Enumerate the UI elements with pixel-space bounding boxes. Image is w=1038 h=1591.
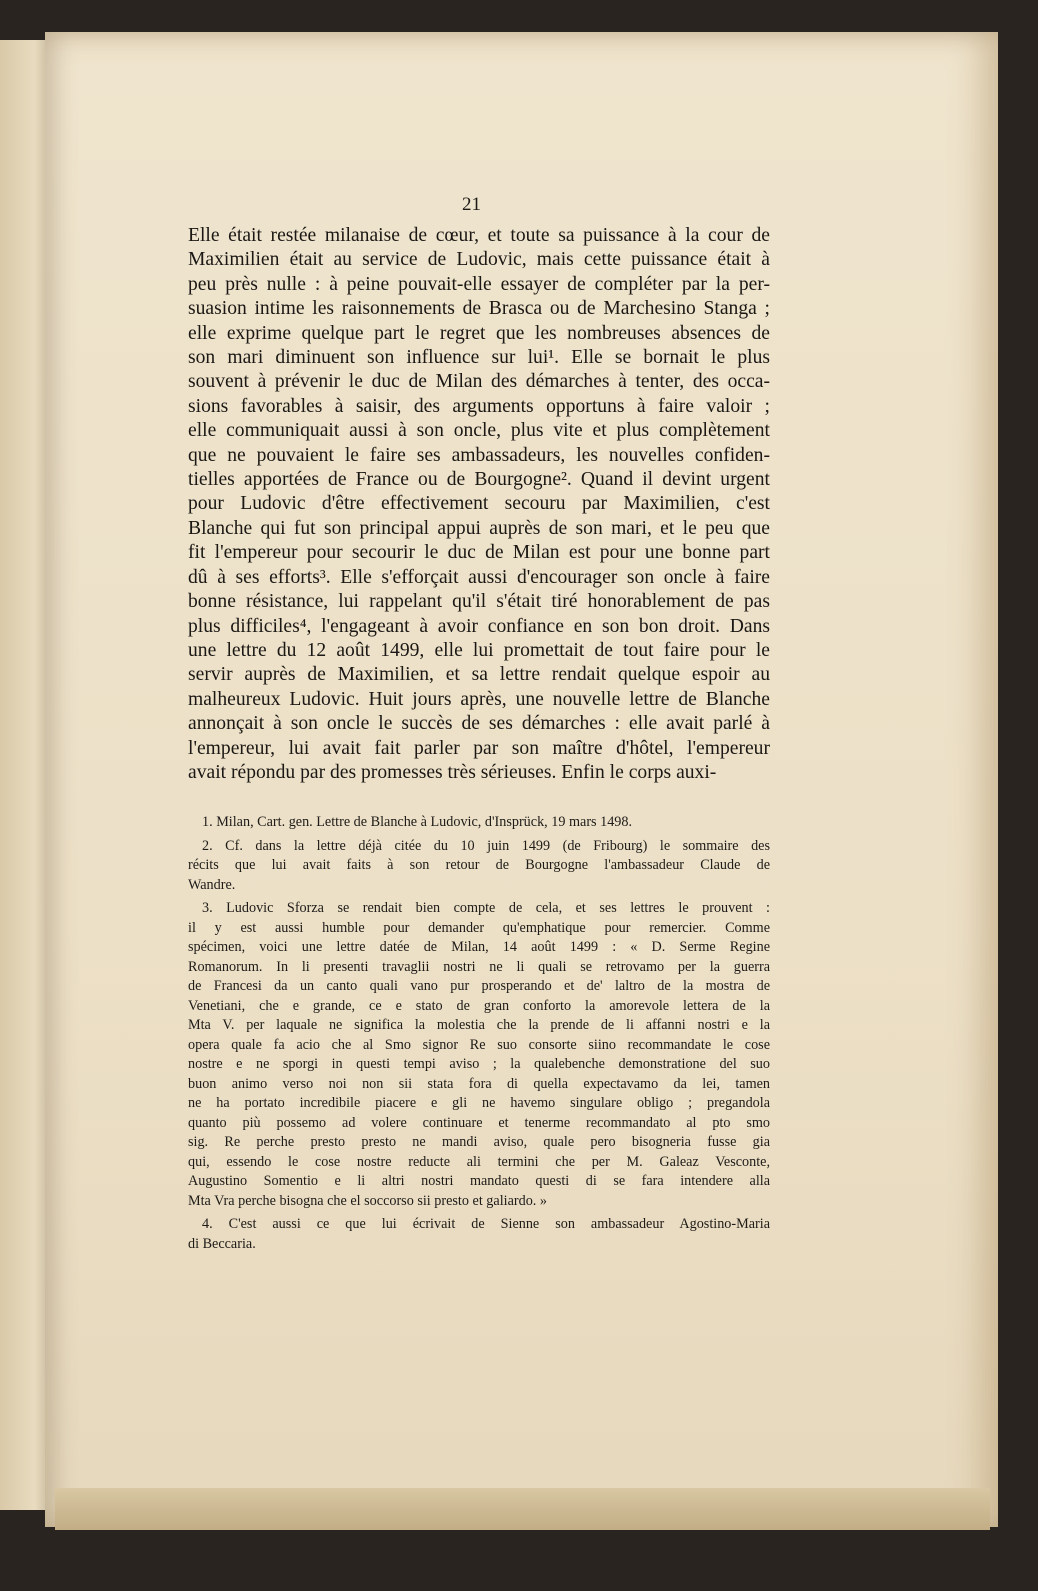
text-line: bonne résistance, lui rappelant qu'il s'était tiré honorablement de pas xyxy=(188,591,770,613)
footnote-1 xyxy=(188,813,770,833)
text-line: l'empereur, lui avait fait parler par son maître d'hôtel, l'empereur xyxy=(188,737,770,759)
footnote-line: quanto più possemo ad volere continuare et tenerme recommandato al pto smo xyxy=(188,1114,770,1131)
text-line: fit l'empereur pour secourir le duc de Milan est pour une bonne part xyxy=(188,542,770,564)
footnote-line: Mta Vra perche bisogna che el soccorso sii presto et galiardo. » xyxy=(188,1192,547,1209)
footnote-line: il y est aussi humble pour demander qu'emphatique pour remercier. Comme xyxy=(188,919,770,936)
footnote-line: spécimen, voici une lettre datée de Milan, 14 août 1499 : « D. Serme Regine xyxy=(188,939,770,955)
page-bottom-edge xyxy=(55,1488,990,1530)
text-line: dû à ses efforts³. Elle s'efforçait aussi d'encourager son oncle à faire xyxy=(188,566,770,588)
footnote-line: Romanorum. In li presenti travaglii nostri ne li quali se retrovamo per la guerra xyxy=(188,958,770,975)
footnote-line: ne ha portato incredibile piacere e gli ne havemo singulare obligo ; pregandola xyxy=(188,1095,770,1111)
footnote-line: 3. Ludovic Sforza se rendait bien compte de cela, et ses lettres le prouvent : xyxy=(202,900,770,916)
footnote-line: Venetiani, che e grande, ce e stato de gran conforto la amorevole lettera de la xyxy=(188,997,770,1014)
footnote-line: buon animo verso noi non sii stata fora di quella expectavamo da lei, tamen xyxy=(188,1075,770,1092)
text-line: plus difficiles⁴, l'engageant à avoir confiance en son bon droit. Dans xyxy=(188,615,770,637)
footnote-line: Augustino Somentio e li altri nostri mandato questi di se fara intendere alla xyxy=(188,1173,770,1189)
text-line: que ne pouvaient le faire ses ambassadeurs, les nouvelles confiden- xyxy=(188,444,770,466)
text-line: malheureux Ludovic. Huit jours après, une nouvelle lettre de Blanche xyxy=(188,688,770,710)
text-line: elle exprime quelque part le regret que les nombreuses absences de xyxy=(188,322,770,344)
main-text xyxy=(188,224,770,785)
text-line: sions favorables à saisir, des arguments opportuns à faire valoir ; xyxy=(188,395,770,417)
text-line: souvent à prévenir le duc de Milan des démarches à tenter, des occa- xyxy=(188,371,770,393)
text-line: suasion intime les raisonnements de Brasca ou de Marchesino Stanga ; xyxy=(188,298,770,320)
footnote-line: Wandre. xyxy=(188,876,236,893)
footnote-line: sig. Re perche presto presto ne mandi aviso, quale pero bisogneria fusse gia xyxy=(188,1134,770,1150)
text-line: Maximilien était au service de Ludovic, mais cette puissance était à xyxy=(188,249,770,271)
footnote-line: récits que lui avait faits à son retour de Bourgogne l'ambassadeur Claude de xyxy=(188,857,770,873)
footnotes xyxy=(188,813,770,1254)
text-line: son mari diminuent son influence sur lui¹. Elle se bornait le plus xyxy=(188,347,770,369)
footnote-line: opera quale fa acio che al Smo signor Re suo consorte siino recommandate le cose xyxy=(188,1036,770,1053)
text-line: Elle était restée milanaise de cœur, et toute sa puissance à la cour de xyxy=(188,225,770,246)
footnote-line: nostre e ne sporgi in questi tempi aviso ; la qualebenche demonstratione del suo xyxy=(188,1056,770,1072)
text-line: servir auprès de Maximilien, et sa lettre rendait quelque espoir au xyxy=(188,664,770,686)
text-line: tielles apportées de France ou de Bourgogne². Quand il devint urgent xyxy=(188,469,770,491)
footnote-3 xyxy=(188,899,770,1211)
footnote-line: Mta V. per laquale ne significa la molestia che la prende de li affanni nostri e la xyxy=(188,1017,770,1033)
footnote-4 xyxy=(188,1215,770,1254)
text-line: une lettre du 12 août 1499, elle lui promettait de tout faire pour le xyxy=(188,639,770,661)
text-line: Blanche qui fut son principal appui auprès de son mari, et le peu que xyxy=(188,517,770,539)
footnote-line: 2. Cf. dans la lettre déjà citée du 10 juin 1499 (de Fribourg) le sommaire des xyxy=(202,837,770,854)
page-number: 21 xyxy=(462,194,481,215)
text-line: avait répondu par des promesses très sérieuses. Enfin le corps auxi- xyxy=(188,761,717,783)
footnote-line: 1. Milan, Cart. gen. Lettre de Blanche à Ludovic, d'Insprück, 19 mars 1498. xyxy=(202,814,633,830)
text-line: peu près nulle : à peine pouvait-elle essayer de compléter par la per- xyxy=(188,273,770,295)
footnote-line: qui, essendo le cose nostre reducte ali termini che per M. Galeaz Vesconte, xyxy=(188,1153,770,1170)
text-line: elle communiquait aussi à son oncle, plus vite et plus complètement xyxy=(188,420,770,442)
footnote-2 xyxy=(188,837,770,896)
footnote-line: de Francesi da un canto quali vano pur prosperando et de' laltro de la mostra de xyxy=(188,978,770,994)
text-line: pour Ludovic d'être effectivement secouru par Maximilien, c'est xyxy=(188,493,770,515)
footnote-line: di Beccaria. xyxy=(188,1235,256,1252)
footnote-line: 4. C'est aussi ce que lui écrivait de Sienne son ambassadeur Agostino-Maria xyxy=(202,1216,770,1232)
text-line: annonçait à son oncle le succès de ses démarches : elle avait parlé à xyxy=(188,713,770,735)
